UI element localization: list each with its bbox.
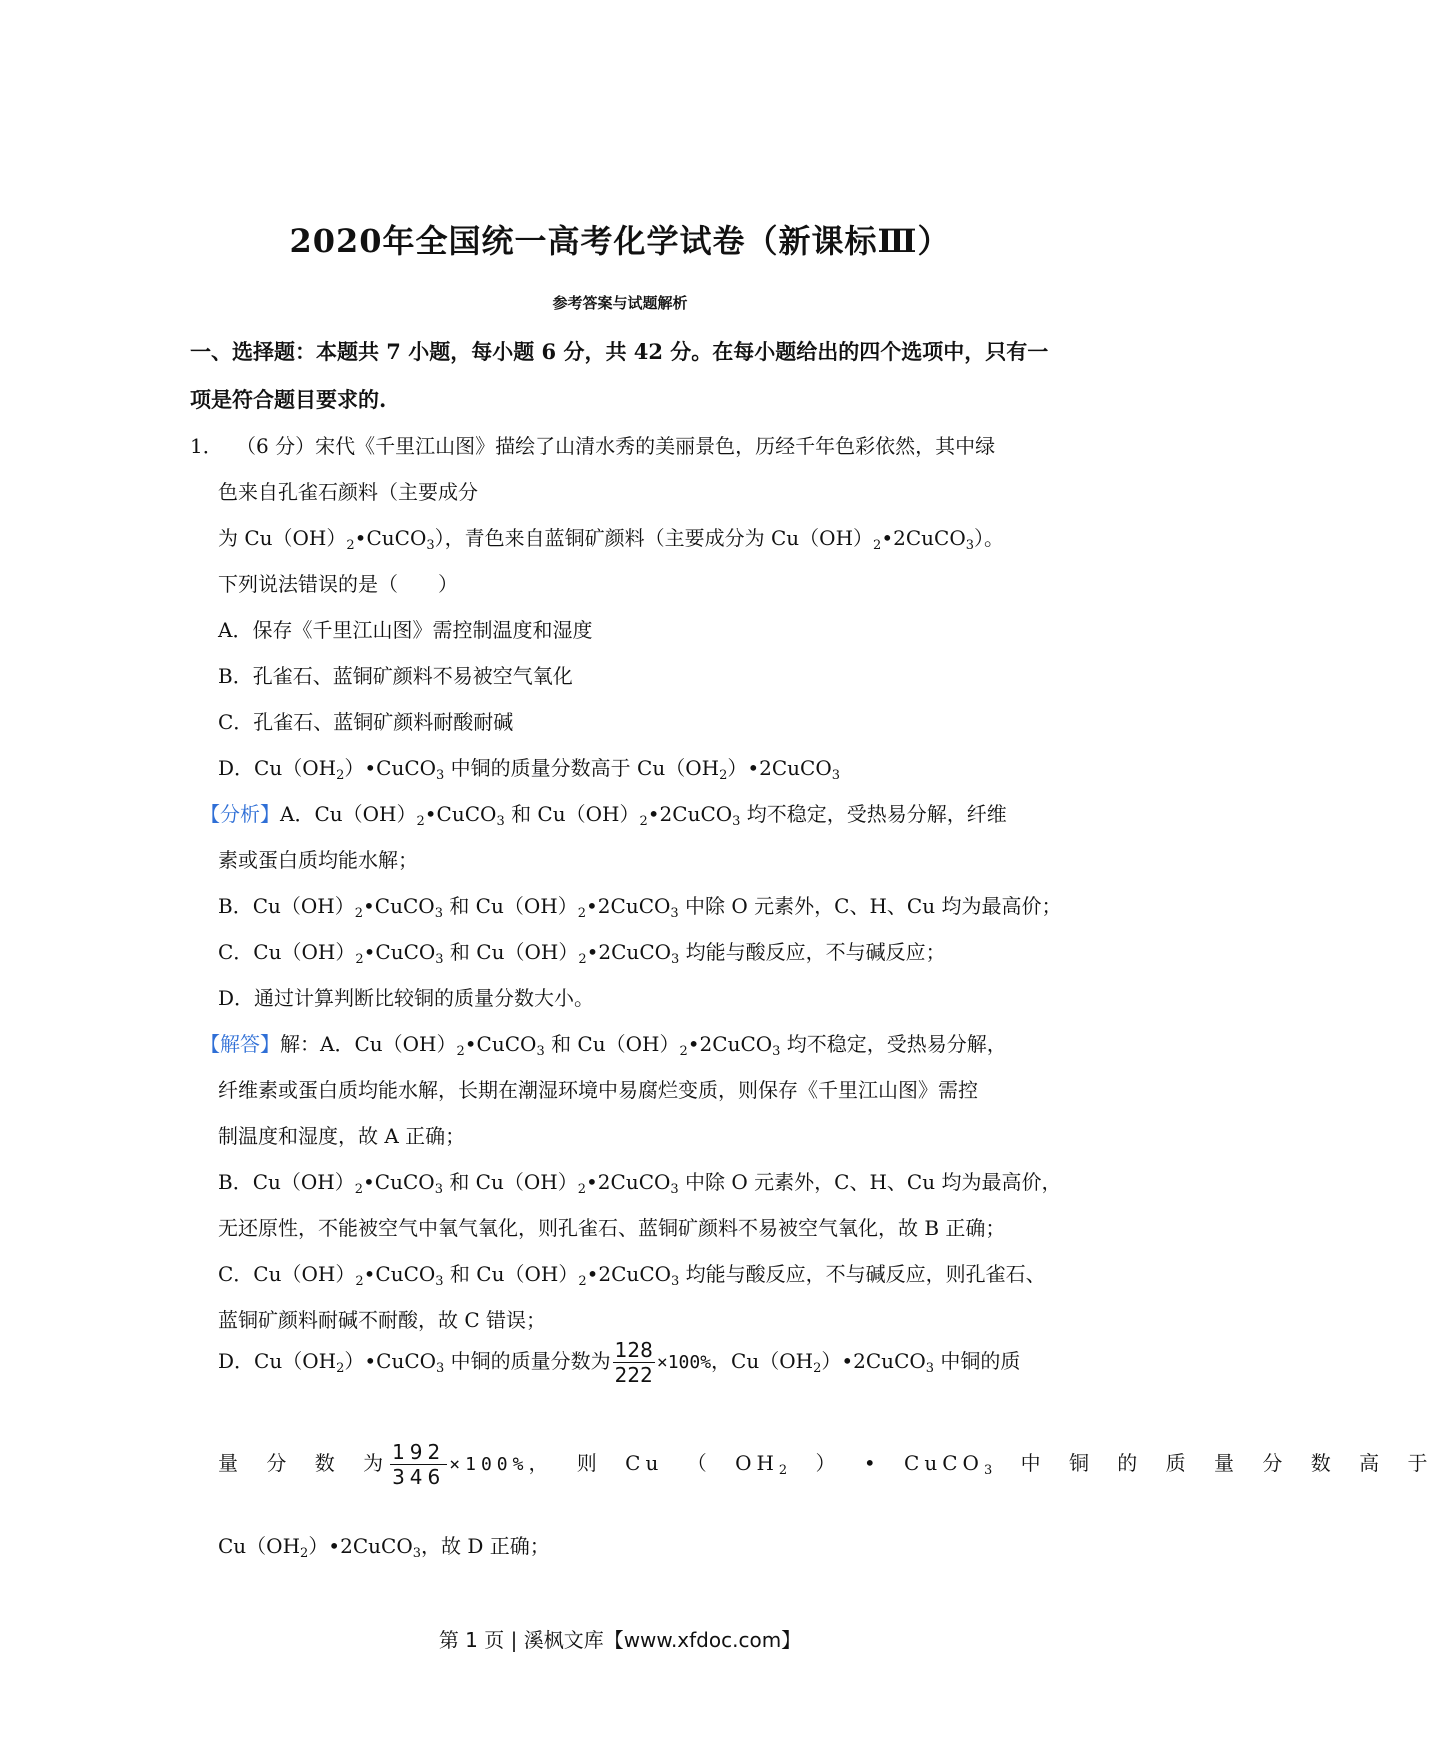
analysis-line-c: C．$Cu(OH)_2•CuCO_3$ 和 $Cu(OH)_2•2CuCO_3$ 均能与酸反应，不与碱反应；: [218, 940, 946, 967]
fraction-192-346: $\frac{192}{346}$: [392, 1440, 446, 1489]
option-a: A．保存《千里江山图》需控制温度和湿度: [218, 618, 593, 642]
answer-line-a: 【解答】解：A．$Cu(OH)_2•CuCO_3$ 和 $Cu(OH)_2•2CuCO_3$ 均不稳定，受热易分解，: [200, 1032, 1007, 1059]
analysis-line-a: 【分析】A．$Cu(OH)_2•CuCO_3$ 和 $Cu(OH)_2•2CuCO_3$ 均不稳定，受热易分解，纤维: [200, 802, 1007, 829]
page-footer: 第 1 页 | 溪枫文库【www.xfdoc.com】: [438, 1628, 802, 1652]
answer-line-c2: 蓝铜矿颜料耐碱不耐酸，故 C 错误；: [218, 1308, 547, 1332]
answer-tag: 【解答】: [200, 1032, 280, 1056]
analysis-line-d: D．通过计算判断比较铜的质量分数大小。: [218, 986, 595, 1010]
page-subtitle: 参考答案与试题解析: [552, 294, 688, 312]
answer-line-a2: 纤维素或蛋白质均能水解，长期在潮湿环境中易腐烂变质，则保存《千里江山图》需控: [218, 1078, 978, 1102]
page-title: 2020年全国统一高考化学试卷（新课标Ⅲ）: [289, 222, 951, 260]
answer-line-b2: 无还原性，不能被空气中氧气氧化，则孔雀石、蓝铜矿颜料不易被空气氧化，故 B 正确；: [218, 1216, 1006, 1240]
section-heading-line1: 一、选择题：本题共 7 小题，每小题 6 分，共 42 分。在每小题给出的四个选项中，只有一: [190, 339, 1049, 364]
answer-line-d: D．$Cu(OH_2)•CuCO_3$ 中铜的质量分数为 $\frac{128}{222}$ ×100%，$Cu(OH_2)•2CuCO_3$ 中铜的质: [218, 1338, 1021, 1387]
analysis-line-a2: 素或蛋白质均能水解；: [218, 848, 418, 872]
fraction-128-222: $\frac{128}{222}$: [614, 1338, 653, 1387]
answer-line-d3: $Cu(OH_2)•2CuCO_3$，故 D 正确；: [218, 1534, 550, 1561]
analysis-tag: 【分析】: [200, 802, 280, 826]
analysis-line-b: B．$Cu(OH)_2•CuCO_3$ 和 $Cu(OH)_2•2CuCO_3$ 中除 O 元素外，C、H、Cu 均为最高价；: [218, 894, 1062, 921]
answer-line-d2: 量 分 数 为 $\frac{192}{346}$ ×100%， 则 Cu （ $OH_2$ ） • CuCO$_3$ 中 铜 的 质 量 分 数 高 于: [218, 1440, 1432, 1489]
question-stem-line3: 为 $Cu(OH)_2•CuCO_3$），青色来自蓝铜矿颜料（主要成分为 $Cu(OH)_2•2CuCO_3$）。: [218, 526, 1004, 553]
answer-line-c: C．$Cu(OH)_2•CuCO_3$ 和 $Cu(OH)_2•2CuCO_3$ 均能与酸反应，不与碱反应，则孔雀石、: [218, 1262, 1046, 1289]
percent-factor: ×100%: [449, 1454, 529, 1475]
percent-factor: ×100%: [656, 1352, 712, 1373]
question-stem-line1: （6 分）宋代《千里江山图》描绘了山清水秀的美丽景色，历经千年色彩依然，其中绿: [236, 434, 996, 458]
option-c: C．孔雀石、蓝铜矿颜料耐酸耐碱: [218, 710, 514, 734]
question-stem-line2: 色来自孔雀石颜料（主要成分: [218, 480, 478, 504]
answer-line-b: B．$Cu(OH)_2•CuCO_3$ 和 $Cu(OH)_2•2CuCO_3$ 中除 O 元素外，C、H、Cu 均为最高价，: [218, 1170, 1062, 1197]
question-number: 1．: [190, 434, 223, 458]
question-stem-line4: 下列说法错误的是（ ）: [218, 572, 458, 596]
section-heading-line2: 项是符合题目要求的.: [190, 387, 387, 412]
option-b: B．孔雀石、蓝铜矿颜料不易被空气氧化: [218, 664, 573, 688]
option-d: D．$Cu(OH_2)•CuCO_3$ 中铜的质量分数高于 $Cu(OH_2)•2CuCO_3$: [218, 756, 841, 783]
answer-line-a3: 制温度和湿度，故 A 正确；: [218, 1124, 466, 1148]
